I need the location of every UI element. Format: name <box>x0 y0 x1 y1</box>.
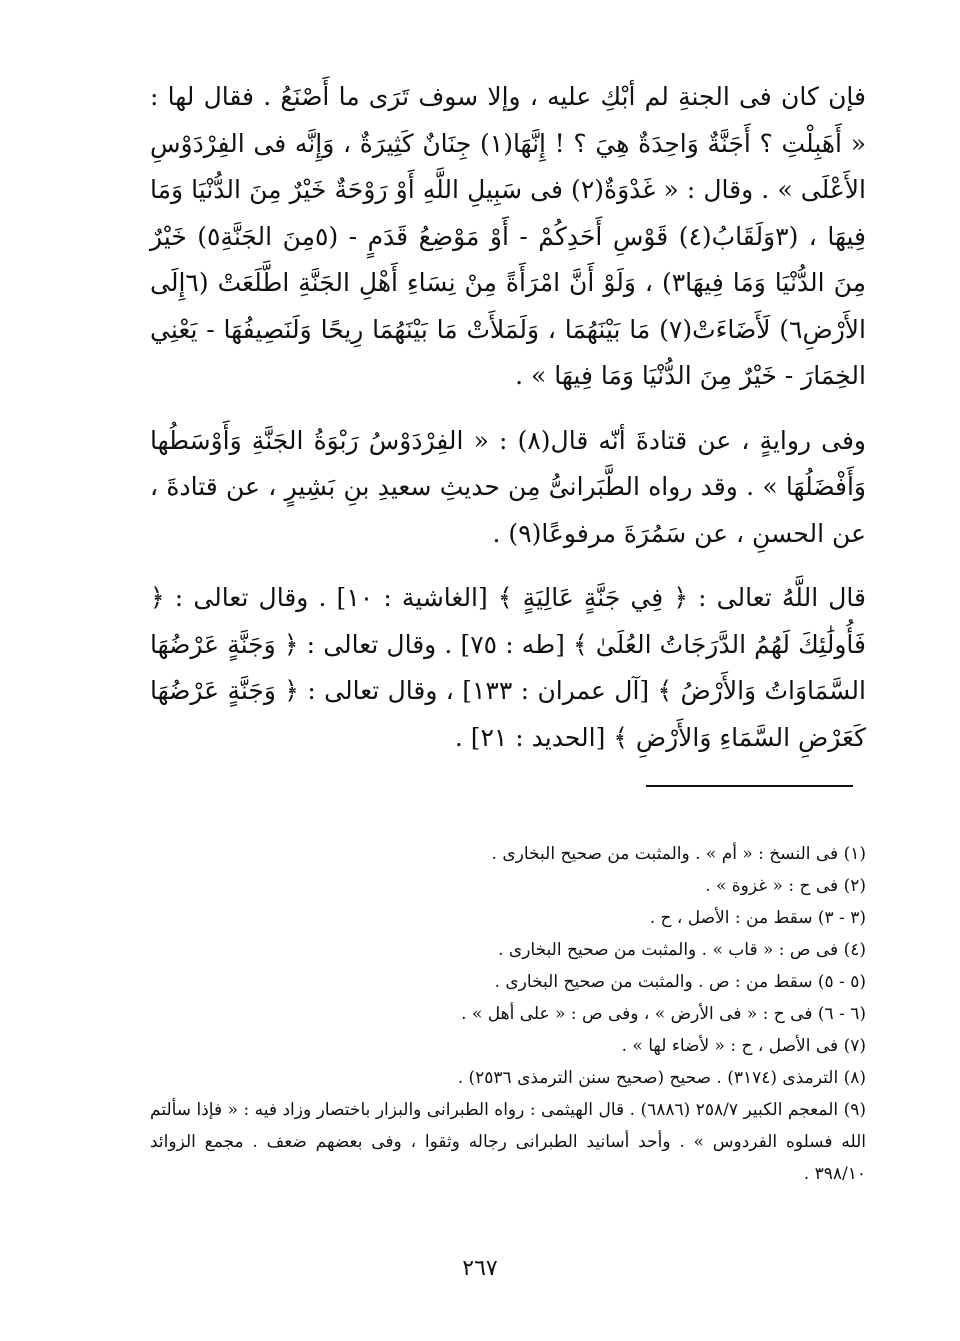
footnote: (٩) المعجم الكبير ٢٥٨/٧ (٦٨٨٦) . قال الهيثمى : رواه الطبرانى والبزار باختصار وزاد فيه : « فإذا سألتم الله فسلوه الفردوس » . وأحد أسانيد الطبرانى رجاله وثقوا ، وفى بعضهم ضعف . مجمع الزوائد ٣٩٨/١٠ . <box>150 1100 866 1184</box>
footnotes <box>150 838 866 1190</box>
footnote-separator <box>646 785 853 787</box>
paragraph: قال اللَّهُ تعالى : ﴿ فِي جَنَّةٍ عَالِيَةٍ ﴾ [الغاشية : ١٠] . وقال تعالى : ﴿ فَأُولَٰئِكَ لَهُمُ الدَّرَجَاتُ العُلَىٰ ﴾ [طه : ٧٥] . وقال تعالى : ﴿ وَجَنَّةٍ عَرْضُهَا السَّمَاوَاتُ وَالأَرْضُ ﴾ [آل عمران : ١٣٣] ، وقال تعالى : ﴿ وَجَنَّةٍ عَرْضُهَا كَعَرْضِ السَّمَاءِ وَالأَرْضِ ﴾ [الحديد : ٢١] . <box>150 583 866 752</box>
footnote: (٨) الترمذى (٣١٧٤) . صحيح (صحيح سنن الترمذى ٢٥٣٦) . <box>457 1068 866 1088</box>
footnote: (٧) فى الأصل ، ح : « لأضاء لها » . <box>621 1036 866 1056</box>
paragraph: وفى روايةٍ ، عن قتادةَ أنّه قال(٨) : « الفِرْدَوْسُ رَبْوَةُ الجَنَّةِ وَأَوْسَطُها وَأَفْضَلُهَا » . وقد رواه الطَّبَرانىُّ مِن حديثِ سعيدِ بنِ بَشِيرٍ ، عن قتادةَ ، عن الحسنِ ، عن سَمُرَةَ مرفوعًا(٩) . <box>150 425 866 548</box>
page-number: ٢٦٧ <box>462 1256 498 1281</box>
footnote: (٤) فى ص : « قاب » . والمثبت من صحيح البخارى . <box>498 940 866 960</box>
footnote: (١) فى النسخ : « أم » . والمثبت من صحيح البخارى . <box>491 844 866 864</box>
footnote: (٢) فى ح : « غزوة » . <box>705 876 866 896</box>
paragraph: فإن كان فى الجنةِ لم أبْكِ عليه ، وإلا سوف تَرَى ما أَصْنَعُ . فقال لها : « أَهَبِلْتِ ؟ أَجَنَّةٌ وَاحِدَةٌ هِيَ ؟ ! إِنَّهَا(١) جِنَانٌ كَثِيرَةٌ ، وَإِنَّه فى الفِرْدَوْسِ الأَعْلَى » . وقال : « غَدْوَةٌ(٢) فى سَبِيلِ اللَّهِ أَوْ رَوْحَةٌ خَيْرٌ مِنَ الدُّنْيَا وَمَا فِيهَا ، (٣وَلَقَابُ(٤) قَوْسِ أَحَدِكُمْ - أَوْ مَوْضِعُ قَدَمٍ - (٥مِنَ الجَنَّةِ٥) خَيْرٌ مِنَ الدُّنْيَا وَمَا فِيهَا٣) ، وَلَوْ أَنَّ امْرَأَةً مِنْ نِسَاءِ أَهْلِ الجَنَّةِ اطَّلَعَتْ (٦إِلَى الأَرْضِ٦) لَأَضَاءَتْ(٧) مَا بَيْنَهُمَا ، وَلَمَلأَتْ مَا بَيْنَهُمَا رِيحًا وَلَنَصِيفُهَا - يَعْنِي الخِمَارَ - خَيْرٌ مِنَ الدُّنْيَا وَمَا فِيهَا » . <box>150 82 866 390</box>
footnote: (٦ - ٦) فى ح : « فى الأرض » ، وفى ص : « على أهل » . <box>461 1004 866 1024</box>
main-text <box>150 74 866 761</box>
footnote: (٣ - ٣) سقط من : الأصل ، ح . <box>649 908 866 928</box>
footnote: (٥ - ٥) سقط من : ص . والمثبت من صحيح البخارى . <box>494 972 866 992</box>
